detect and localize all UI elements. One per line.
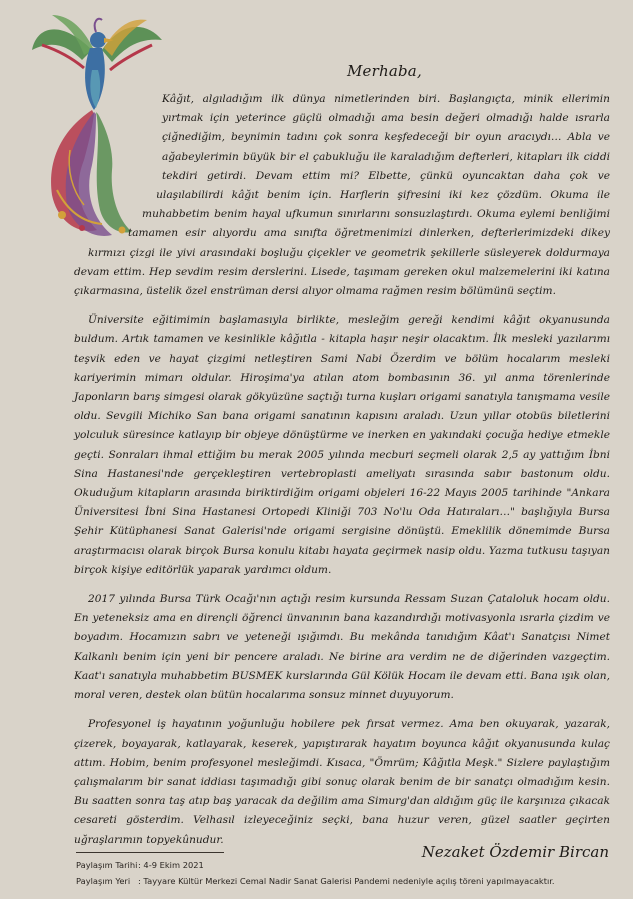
footer-date-value: : 4-9 Ekim 2021: [138, 860, 204, 870]
footer-divider: [76, 852, 224, 853]
greeting: Merhaba,: [347, 62, 422, 80]
letter-body: [74, 90, 610, 860]
footer-place-label: Paylaşım Yeri: [76, 876, 131, 886]
paragraph-4: Profesyonel iş hayatının yoğunluğu hobilere pek fırsat vermez. Ama ben okuyarak, yazarak, çizerek, boyayarak, katlayarak, keserek, yapıştırarak hayatım boyunca kâğıt okyanusunda kulaç attım. Hobim, benim profesyonel mesleğimdi. Kısaca, "Ömrüm; Kâğıtla Meşk." Sizlere paylaştığım çalışmalarım bir sanat iddiası taşımadığı gibi sonuç olarak benim de bir sanatçı olmadığım kesin. Bu saatten sonra taş atıp baş yaracak da değilim ama Simurg'dan aldığım güç ile karşınıza çıkacak cesareti gösterdim. Velhasıl izleyeceğiniz seçki, bana huzur veren, güzel saatler geçirten uğraşlarımın topyekûnudur.: [74, 718, 610, 846]
signature: Nezaket Özdemir Bircan: [421, 843, 609, 861]
footer-date-label: Paylaşım Tarihi: [76, 860, 138, 870]
footer-date-row: [76, 857, 555, 873]
footer: [76, 857, 555, 889]
footer-place-value: : Tayyare Kültür Merkezi Cemal Nadir Sanat Galerisi Pandemi nedeniyle açılış töreni yapılmayacaktır.: [138, 876, 555, 886]
paragraph-1: Kâğıt, algıladığım ilk dünya nimetlerinden biri. Başlangıçta, minik ellerimin yırtmak için yeterince güçlü olmadığı ama besin değeri olmadığı halde ısrarla çiğnediğim, beynimin tadını çok sonra keşfedeceği bir oyun aracıydı… Abla ve ağabeylerimin büyük bir el çabukluğu ile karaladığım defterleri, kitapları ilk ciddi tekdiri getirdi. Devam ettim mi? Elbette, çünkü oyuncaktan daha çok ve ulaşılabilirdi kâğıt benim için. Harflerin şifresini iki kez çözdüm. Okuma ile muhabbetim benim hayal ufkumun sınırlarını sonsuzlaştırdı. Okuma eylemi benliğimi tamamen esir alıyordu ama sınıfta öğretmenimizi dinlerken, defterlerimizdeki dikey kırmızı çizgi ile yivi arasındaki boşluğu çiçekler ve geometrik şekillerle süsleyerek doldurmaya devam ettim. Hep sevdim resim derslerini. Lisede, taşımam gereken okul malzemelerini iki katına çıkarmasına, üstelik özel enstrüman dersi alıyor olmama rağmen resim bölümünü seçtim.: [74, 93, 610, 298]
paragraph-3: 2017 yılında Bursa Türk Ocağı'nın açtığı resim kursunda Ressam Suzan Çataloluk hocam oldu. En yeteneksiz ama en dirençli öğrenci ünvanının bana kazandırdığı motivasyonla ısrarla çizdim ve boyadım. Hocamızın sabrı ve yeteneği ışığımdı. Bu mekânda tanıdığım Kâat'ı Sanatçısı Nimet Kalkanlı benim için yeni bir pencere araladı. Ne birine ara verdim ne de diğerinden vazgeçtim. Kaat'ı sanatıyla muhabbetim BUSMEK kurslarında Gül Kölük Hocam ile devam etti. Bana ışık olan, moral veren, destek olan bütün hocalarıma sonsuz minnet duyuyorum.: [74, 593, 610, 702]
footer-place-row: [76, 873, 555, 889]
paragraph-2: Üniversite eğitimimin başlamasıyla birlikte, mesleğim gereği kendimi kâğıt okyanusunda buldum. Artık tamamen ve kesinlikle kâğıtla - kitapla haşır neşir olacaktım. İlk mesleki yazılarımı teşvik eden ve hayat çizgimi netleştiren Sami Nabi Özerdim ve bölüm hocalarım mesleki kariyerimin mimarı oldular. Hiroşima'ya atılan atom bombasının 36. yıl anma törenlerinde Japonların barış simgesi olarak gökyüzüne saçtığı turna kuşları origami sanatıyla tanışmama vesile oldu. Sevgili Michiko San bana origami sanatının kapısını araladı. Uzun yıllar otobüs biletlerini yolculuk süresince katlayıp bir objeye dönüştürme ve inerken en yakındaki çocuğa hediye etmekle geçti. Sonraları ihmal ettiğim bu merak 2005 yılında mecburi seçmeli olarak 2,5 ay yattığım İbni Sina Hastanesi'nde gerçekleştiren vertebroplasti ameliyatı sırasında sabır bastonum oldu. Okuduğum kitapların arasında biriktirdiğim origami objeleri 16-22 Mayıs 2005 tarihinde "Ankara Üniversitesi İbni Sina Hastanesi Ortopedi Kliniği 703 No'lu Oda Hatıraları…" başlığıyla Bursa Şehir Kütüphanesi Sanat Galerisi'nde origami sergisine dönüştü. Emeklilik dönemimde Bursa araştırmacısı olarak birçok Bursa konulu kitabı hayata geçirmek nasip oldu. Yazma tutkusu taşıyan birçok kişiye editörlük yaparak yardımcı oldum.: [74, 314, 610, 576]
